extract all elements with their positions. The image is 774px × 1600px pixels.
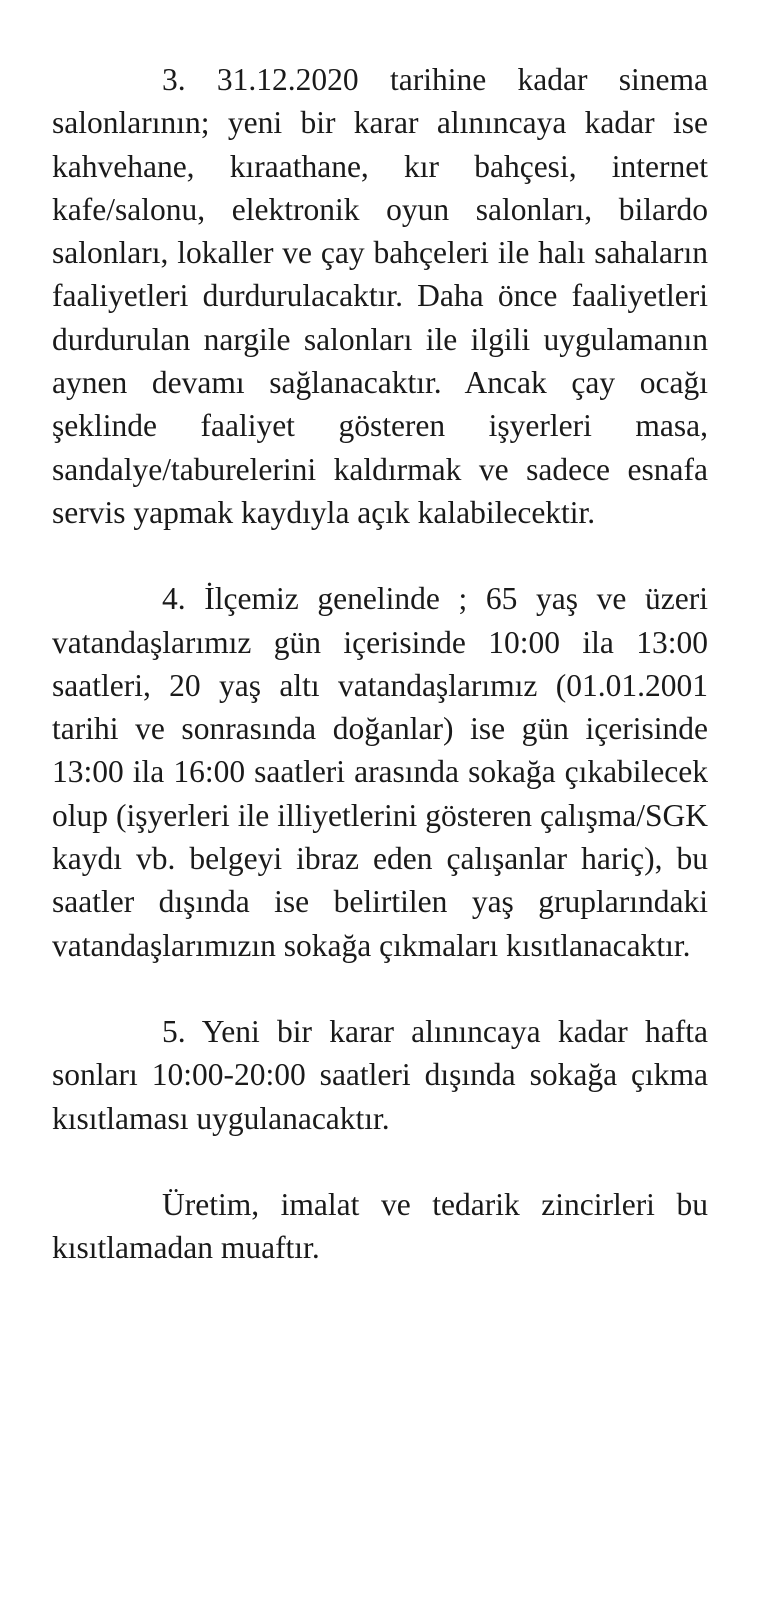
document-body [52, 58, 708, 1269]
paragraph-spacer [52, 967, 708, 1010]
paragraph-item-3: 3. 31.12.2020 tarihine kadar sinema salonlarının; yeni bir karar alınıncaya kadar ise kahvehane, kıraathane, kır bahçesi, internet kafe/salonu, elektronik oyun salonları, bilardo salonları, lokaller ve çay bahçeleri ile halı sahaların faaliyetleri durdurulacaktır. Daha önce faaliyetleri durdurulan nargile salonları ile ilgili uygulamanın aynen devamı sağlanacaktır. Ancak çay ocağı şeklinde faaliyet gösteren işyerleri masa, sandalye/taburelerini kaldırmak ve sadece esnafa servis yapmak kaydıyla açık kalabilecektir. [52, 62, 708, 530]
paragraph-exemption: Üretim, imalat ve tedarik zincirleri bu kısıtlamadan muaftır. [52, 1186, 708, 1266]
paragraph-item-5: 5. Yeni bir karar alınıncaya kadar hafta sonları 10:00-20:00 saatleri dışında sokağa çıkma kısıtlaması uygulanacaktır. [52, 1013, 708, 1136]
paragraph-spacer [52, 1140, 708, 1183]
paragraph-item-4: 4. İlçemiz genelinde ; 65 yaş ve üzeri vatandaşlarımız gün içerisinde 10:00 ila 13:00 saatleri, 20 yaş altı vatandaşlarımız (01.01.2001 tarihi ve sonrasında doğanlar) ise gün içerisinde 13:00 ila 16:00 saatleri arasında sokağa çıkabilecek olup (işyerleri ile illiyetlerini gösteren çalışma/SGK kaydı vb. belgeyi ibraz eden çalışanlar hariç), bu saatler dışında ise belirtilen yaş gruplarındaki vatandaşlarımızın sokağa çıkmaları kısıtlanacaktır. [52, 581, 708, 963]
paragraph-spacer [52, 534, 708, 577]
